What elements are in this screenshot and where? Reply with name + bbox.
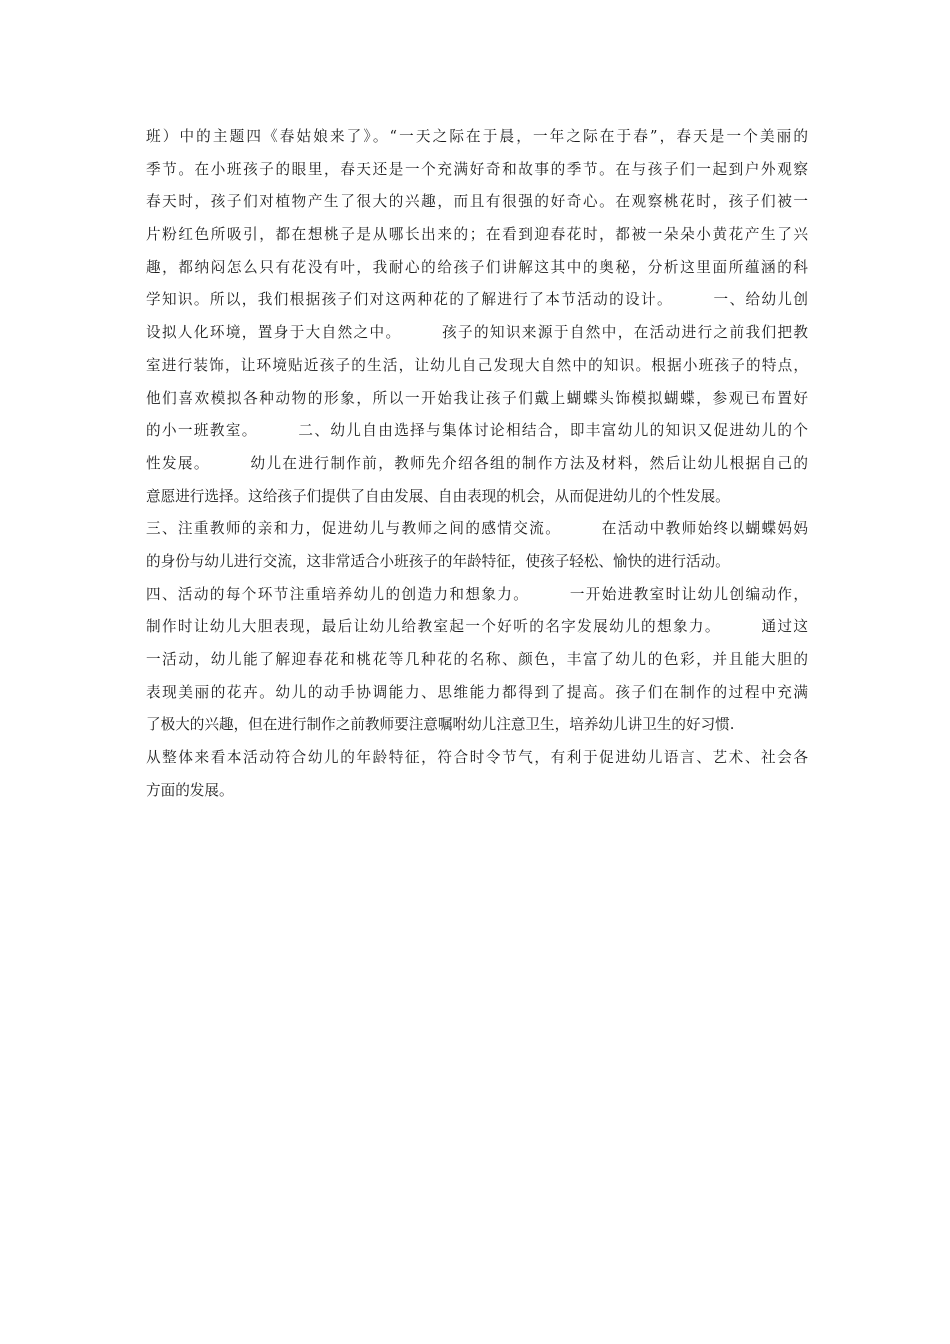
text-line: 一活动，幼儿能了解迎春花和桃花等几种花的名称、颜色，丰富了幼儿的色彩，并且能大胆的 [146,651,808,668]
body-text [146,121,808,807]
text-line: 学知识。所以，我们根据孩子们对这两种花的了解进行了本节活动的设计。 一、给幼儿创 [146,291,808,309]
text-line: 方面的发展。 [146,781,234,799]
text-line: 了极大的兴趣，但在进行制作之前教师要注意嘱咐幼儿注意卫生，培养幼儿讲卫生的好习惯. [146,716,735,734]
text-line: 片粉红色所吸引，都在想桃子是从哪长出来的；在看到迎春花时，都被一朵朵小黄花产生了兴 [146,226,808,244]
text-line: 班）中的主题四《春姑娘来了》。“一天之际在于晨，一年之际在于春”，春天是一个美丽的 [146,128,808,145]
text-line: 四、活动的每个环节注重培养幼儿的创造力和想象力。 一开始进教室时让幼儿创编动作， [146,585,808,603]
text-line: 三、注重教师的亲和力，促进幼儿与教师之间的感情交流。 在活动中教师始终以蝴蝶妈妈 [146,520,808,538]
text-line: 室进行装饰，让环境贴近孩子的生活，让幼儿自己发现大自然中的知识。根据小班孩子的特点， [146,356,808,374]
text-line: 的小一班教室。 二、幼儿自由选择与集体讨论相结合，即丰富幼儿的知识又促进幼儿的个 [146,422,808,440]
text-line: 趣，都纳闷怎么只有花没有叶，我耐心的给孩子们讲解这其中的奥秘，分析这里面所蕴涵的科 [146,258,808,276]
text-line: 他们喜欢模拟各种动物的形象，所以一开始我让孩子们戴上蝴蝶头饰模拟蝴蝶，参观已布置好 [146,389,808,407]
text-line: 设拟人化环境，置身于大自然之中。 孩子的知识来源于自然中，在活动进行之前我们把教 [146,324,808,342]
text-line: 制作时让幼儿大胆表现，最后让幼儿给教室起一个好听的名字发展幼儿的想象力。 通过这 [146,618,808,636]
text-line: 的身份与幼儿进行交流，这非常适合小班孩子的年龄特征，使孩子轻松、愉快的进行活动。 [146,552,730,570]
text-line: 季节。在小班孩子的眼里，春天还是一个充满好奇和故事的季节。在与孩子们一起到户外观察 [146,160,808,178]
text-line: 表现美丽的花卉。幼儿的动手协调能力、思维能力都得到了提高。孩子们在制作的过程中充满 [146,683,808,701]
text-line: 春天时，孩子们对植物产生了很大的兴趣，而且有很强的好奇心。在观察桃花时，孩子们被一 [146,193,808,211]
text-line: 从整体来看本活动符合幼儿的年龄特征，符合时令节气，有利于促进幼儿语言、艺术、社会各 [146,749,808,767]
text-line: 性发展。 幼儿在进行制作前，教师先介绍各组的制作方法及材料，然后让幼儿根据自己的 [146,454,808,472]
text-line: 意愿进行选择。这给孩子们提供了自由发展、自由表现的机会，从而促进幼儿的个性发展。 [146,487,730,505]
